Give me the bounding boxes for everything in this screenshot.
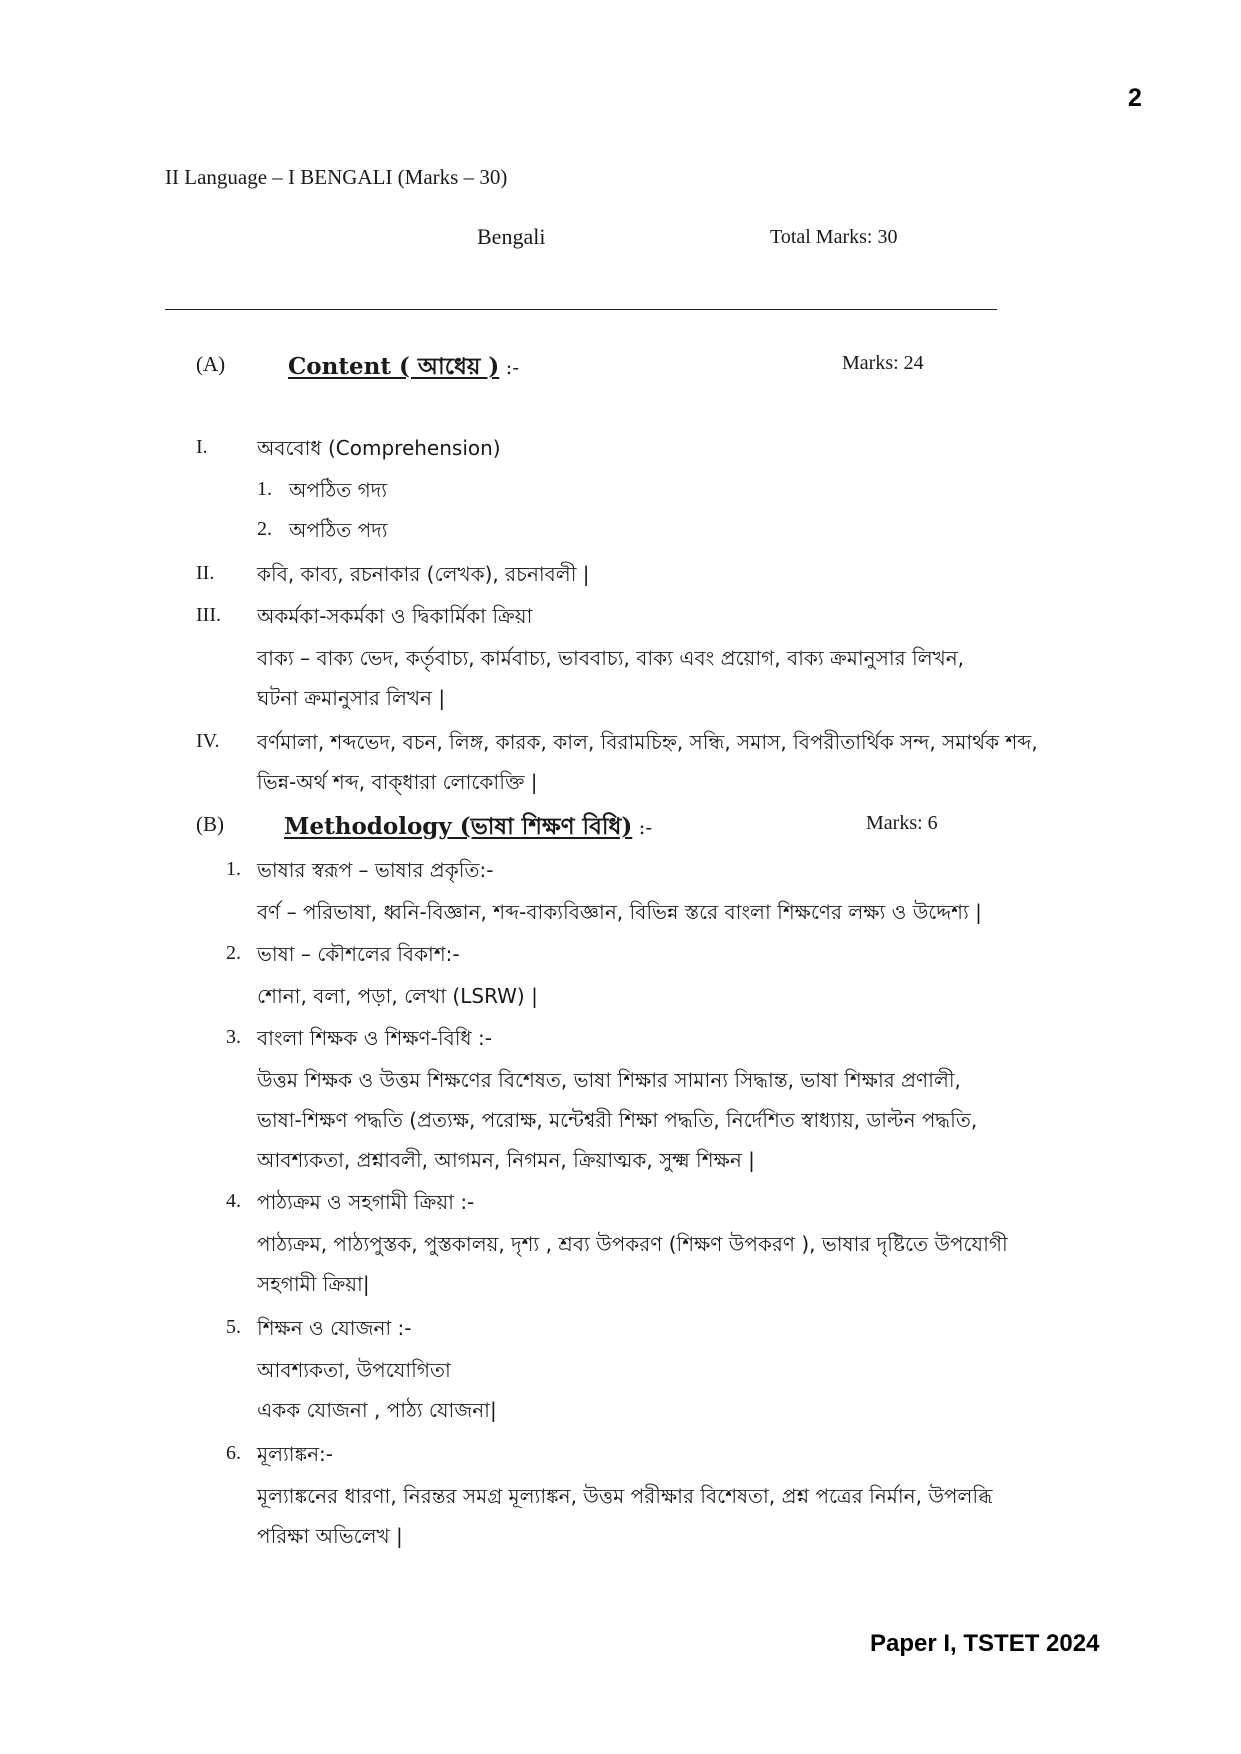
item-number: 2. [257,518,272,540]
item-number: 4. [226,1190,241,1212]
item-text: বর্ণমালা, শব্দভেদ, বচন, লিঙ্গ, কারক, কাল, বিরামচিহ্ন, সন্ধি, সমাস, বিপরীতার্থিক সন্দ, সমার্থক শব্দ, [257,730,1038,754]
item-text: অপঠিত গদ্য [289,478,388,502]
item-text: বাক্য – বাক্য ভেদ, কর্তৃবাচ্য, কার্মবাচ্য, ভাববাচ্য, বাক্য এবং প্রয়োগ, বাক্য ক্রমানুসার লিখন, [257,646,965,670]
item-text: ভাষার স্বরূপ – ভাষার প্রকৃতি:- [257,858,494,882]
item-number: IV. [196,730,220,752]
item-text: পাঠ্যক্রম, পাঠ্যপুস্তক, পুস্তকালয়, দৃশ্য , শ্রব্য উপকরণ (শিক্ষণ উপকরণ ), ভাষার দৃষ্টিতে উপযোগী [257,1232,1008,1256]
item-number: 1. [257,478,272,500]
item-number: III. [196,604,221,626]
item-number: 5. [226,1316,241,1338]
item-number: 3. [226,1026,241,1048]
section-b-heading [284,808,652,847]
section-a-marks: Marks: 24 [842,352,924,374]
item-text: মূল্যাঙ্কন:- [257,1442,334,1466]
item-number: 2. [226,942,241,964]
item-text: মূল্যাঙ্কনের ধারণা, নিরন্তর সমগ্র মূল্যাঙ্কন, উত্তম পরীক্ষার বিশেষতা, প্রশ্ন পত্রের নির্মান, উপলব্ধি [257,1484,993,1508]
item-text: ভাষা-শিক্ষণ পদ্ধতি (প্রত্যক্ষ, পরোক্ষ, মন্টেশ্বরী শিক্ষা পদ্ধতি, নির্দেশিত স্বাধ্যায়, ডাল্টন পদ্ধতি, [257,1108,978,1132]
item-text: শোনা, বলা, পড়া, লেখা (LSRW) | [257,984,538,1008]
item-number: 6. [226,1442,241,1464]
section-b-suffix: :- [632,815,653,839]
section-a-heading [288,348,519,387]
separator-line [165,309,997,310]
section-a-suffix: :- [499,355,520,379]
item-text: আবশ্যকতা, প্রশ্নাবলী, আগমন, নিগমন, ক্রিয়াত্মক, সুক্ষ্ম শিক্ষন | [257,1148,755,1172]
subject-line: II Language – I BENGALI (Marks – 30) [165,165,508,189]
total-marks: Total Marks: 30 [770,226,898,248]
subject-title: Bengali [477,224,546,249]
item-text: ভিন্ন-অর্থ শব্দ, বাক্ধারা লোকোক্তি | [257,770,538,794]
section-b-title: Methodology (ভাষা শিক্ষণ বিধি) [284,813,633,840]
item-number: II. [196,562,215,584]
item-text: ঘটনা ক্রমানুসার লিখন | [257,686,446,710]
item-text: আবশ্যকতা, উপযোগিতা [257,1358,451,1382]
page-number: 2 [1128,84,1142,112]
item-text: কবি, কাব্য, রচনাকার (লেখক), রচনাবলী | [257,562,590,586]
item-text: একক যোজনা , পাঠ্য যোজনা| [257,1398,497,1422]
item-text: ভাষা – কৌশলের বিকাশ:- [257,942,460,966]
item-text: পরিক্ষা অভিলেখ | [257,1524,403,1548]
item-text: অববোধ (Comprehension) [257,436,501,460]
item-number: 1. [226,858,241,880]
item-text: উত্তম শিক্ষক ও উত্তম শিক্ষণের বিশেষত, ভাষা শিক্ষার সামান্য সিদ্ধান্ত, ভাষা শিক্ষার প্রণালী, [257,1068,961,1092]
item-text: শিক্ষন ও যোজনা :- [257,1316,412,1340]
footer-paper-label: Paper I, TSTET 2024 [870,1630,1100,1657]
item-number: I. [196,436,208,458]
item-text: পাঠ্যক্রম ও সহগামী ক্রিয়া :- [257,1190,475,1214]
item-text: অকর্মকা-সকর্মকা ও দ্বিকার্মিকা ক্রিয়া [257,604,533,628]
item-text: অপঠিত পদ্য [289,518,388,542]
section-b-label: (B) [196,812,224,836]
section-a-title: Content ( আধেয় ) [288,353,500,380]
section-a-label: (A) [196,352,226,376]
item-text: বাংলা শিক্ষক ও শিক্ষণ-বিধি :- [257,1026,492,1050]
item-text: সহগামী ক্রিয়া| [257,1272,370,1296]
item-text: বর্ণ – পরিভাষা, ধ্বনি-বিজ্ঞান, শব্দ-বাক্যবিজ্ঞান, বিভিন্ন স্তরে বাংলা শিক্ষণের লক্ষ্য ও উদ্দেশ্য | [257,900,982,924]
section-b-marks: Marks: 6 [866,812,938,834]
